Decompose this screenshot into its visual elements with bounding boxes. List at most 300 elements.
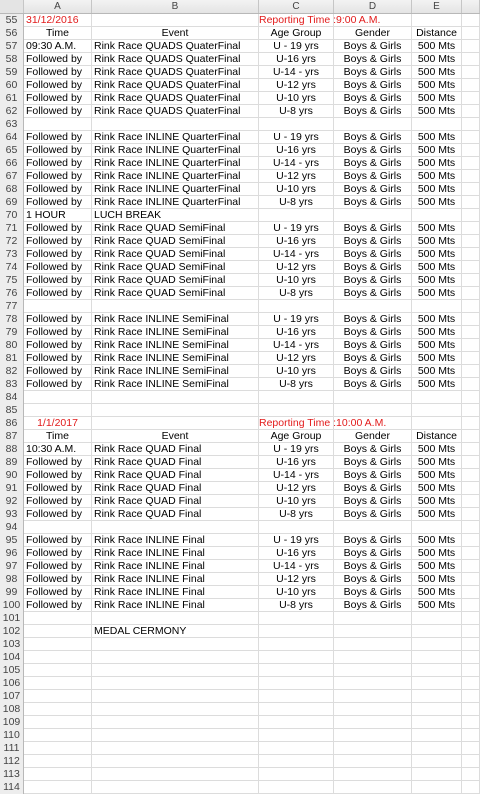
cell-f[interactable]: [462, 573, 480, 586]
cell-age-group[interactable]: [259, 651, 334, 664]
cell-age-group[interactable]: [259, 677, 334, 690]
cell-time[interactable]: [24, 521, 92, 534]
row-number[interactable]: 70: [0, 209, 24, 222]
cell-f[interactable]: [462, 651, 480, 664]
cell-f[interactable]: [462, 378, 480, 391]
cell-event[interactable]: [92, 664, 259, 677]
cell-distance[interactable]: 500 Mts: [412, 53, 462, 66]
cell-event[interactable]: Rink Race QUAD SemiFinal: [92, 261, 259, 274]
cell-gender[interactable]: Boys & Girls: [334, 53, 412, 66]
cell-time[interactable]: Followed by: [24, 248, 92, 261]
cell-gender[interactable]: Boys & Girls: [334, 586, 412, 599]
cell-f[interactable]: [462, 313, 480, 326]
cell-distance[interactable]: 500 Mts: [412, 40, 462, 53]
cell-distance[interactable]: 500 Mts: [412, 144, 462, 157]
cell-time[interactable]: [24, 651, 92, 664]
cell-event[interactable]: LUCH BREAK: [92, 209, 259, 222]
cell-f[interactable]: [462, 664, 480, 677]
cell-time[interactable]: Followed by: [24, 378, 92, 391]
cell-time[interactable]: 09:30 A.M.: [24, 40, 92, 53]
cell-event[interactable]: Rink Race INLINE SemiFinal: [92, 313, 259, 326]
row-number[interactable]: 103: [0, 638, 24, 651]
cell-distance[interactable]: 500 Mts: [412, 378, 462, 391]
cell-f[interactable]: [462, 469, 480, 482]
row-number[interactable]: 62: [0, 105, 24, 118]
cell-gender[interactable]: Boys & Girls: [334, 508, 412, 521]
cell-event[interactable]: Rink Race QUAD SemiFinal: [92, 274, 259, 287]
cell-f[interactable]: [462, 456, 480, 469]
cell-age-group[interactable]: U-12 yrs: [259, 573, 334, 586]
cell-f[interactable]: [462, 612, 480, 625]
row-number[interactable]: 76: [0, 287, 24, 300]
cell-distance[interactable]: [412, 209, 462, 222]
row-number[interactable]: 65: [0, 144, 24, 157]
cell-event[interactable]: Rink Race INLINE SemiFinal: [92, 378, 259, 391]
row-number[interactable]: 99: [0, 586, 24, 599]
cell-age-group[interactable]: U - 19 yrs: [259, 40, 334, 53]
cell-gender[interactable]: [334, 14, 412, 27]
cell-f[interactable]: [462, 183, 480, 196]
cell-gender[interactable]: Boys & Girls: [334, 482, 412, 495]
row-number[interactable]: 82: [0, 365, 24, 378]
row-number[interactable]: 84: [0, 391, 24, 404]
cell-age-group[interactable]: U-10 yrs: [259, 495, 334, 508]
cell-event[interactable]: [92, 612, 259, 625]
cell-event[interactable]: [92, 417, 259, 430]
cell-f[interactable]: [462, 755, 480, 768]
row-number[interactable]: 79: [0, 326, 24, 339]
cell-gender[interactable]: [334, 651, 412, 664]
cell-distance[interactable]: [412, 703, 462, 716]
cell-age-group[interactable]: U-14 - yrs: [259, 157, 334, 170]
row-number[interactable]: 87: [0, 430, 24, 443]
cell-time[interactable]: Followed by: [24, 170, 92, 183]
cell-age-group[interactable]: U-16 yrs: [259, 53, 334, 66]
cell-event[interactable]: Rink Race INLINE QuarterFinal: [92, 157, 259, 170]
cell-event[interactable]: Event: [92, 27, 259, 40]
cell-age-group[interactable]: U-10 yrs: [259, 92, 334, 105]
cell-gender[interactable]: [334, 638, 412, 651]
cell-event[interactable]: Rink Race INLINE SemiFinal: [92, 339, 259, 352]
cell-time[interactable]: [24, 118, 92, 131]
cell-distance[interactable]: [412, 521, 462, 534]
cell-age-group[interactable]: [259, 209, 334, 222]
cell-distance[interactable]: [412, 417, 462, 430]
cell-gender[interactable]: [334, 209, 412, 222]
cell-event[interactable]: Rink Race QUAD SemiFinal: [92, 222, 259, 235]
cell-age-group[interactable]: U-14 - yrs: [259, 339, 334, 352]
cell-event[interactable]: Rink Race QUAD Final: [92, 508, 259, 521]
cell-time[interactable]: [24, 742, 92, 755]
row-number[interactable]: 64: [0, 131, 24, 144]
cell-distance[interactable]: Distance: [412, 27, 462, 40]
row-number[interactable]: 73: [0, 248, 24, 261]
cell-distance[interactable]: 500 Mts: [412, 66, 462, 79]
cell-time[interactable]: Followed by: [24, 274, 92, 287]
cell-distance[interactable]: 500 Mts: [412, 456, 462, 469]
cell-time[interactable]: Followed by: [24, 144, 92, 157]
cell-distance[interactable]: 500 Mts: [412, 443, 462, 456]
cell-gender[interactable]: Boys & Girls: [334, 352, 412, 365]
cell-time[interactable]: Followed by: [24, 53, 92, 66]
cell-time[interactable]: Followed by: [24, 157, 92, 170]
cell-f[interactable]: [462, 625, 480, 638]
cell-event[interactable]: Rink Race INLINE Final: [92, 547, 259, 560]
cell-age-group[interactable]: U-8 yrs: [259, 378, 334, 391]
cell-age-group[interactable]: [259, 768, 334, 781]
cell-event[interactable]: Event: [92, 430, 259, 443]
row-number[interactable]: 111: [0, 742, 24, 755]
cell-f[interactable]: [462, 274, 480, 287]
cell-age-group[interactable]: [259, 781, 334, 794]
cell-distance[interactable]: [412, 651, 462, 664]
cell-event[interactable]: [92, 521, 259, 534]
cell-time[interactable]: Followed by: [24, 105, 92, 118]
cell-time[interactable]: 1 HOUR: [24, 209, 92, 222]
cell-age-group[interactable]: U-16 yrs: [259, 456, 334, 469]
cell-event[interactable]: MEDAL CERMONY: [92, 625, 259, 638]
cell-time[interactable]: [24, 612, 92, 625]
row-number[interactable]: 100: [0, 599, 24, 612]
cell-gender[interactable]: Boys & Girls: [334, 495, 412, 508]
column-header-e[interactable]: E: [412, 0, 462, 13]
cell-time[interactable]: Followed by: [24, 235, 92, 248]
cell-time[interactable]: [24, 781, 92, 794]
cell-f[interactable]: [462, 118, 480, 131]
cell-gender[interactable]: Boys & Girls: [334, 547, 412, 560]
cell-age-group[interactable]: [259, 625, 334, 638]
cell-age-group[interactable]: Age Group: [259, 430, 334, 443]
cell-event[interactable]: Rink Race INLINE QuarterFinal: [92, 196, 259, 209]
cell-time[interactable]: Followed by: [24, 560, 92, 573]
cell-distance[interactable]: 500 Mts: [412, 586, 462, 599]
row-number[interactable]: 107: [0, 690, 24, 703]
cell-distance[interactable]: 500 Mts: [412, 261, 462, 274]
select-all-corner[interactable]: [0, 0, 24, 13]
row-number[interactable]: 110: [0, 729, 24, 742]
row-number[interactable]: 60: [0, 79, 24, 92]
cell-time[interactable]: Followed by: [24, 66, 92, 79]
cell-gender[interactable]: Boys & Girls: [334, 326, 412, 339]
cell-gender[interactable]: [334, 612, 412, 625]
cell-distance[interactable]: [412, 391, 462, 404]
cell-f[interactable]: [462, 92, 480, 105]
cell-f[interactable]: [462, 482, 480, 495]
cell-gender[interactable]: Boys & Girls: [334, 131, 412, 144]
cell-time[interactable]: [24, 703, 92, 716]
cell-age-group[interactable]: [259, 521, 334, 534]
cell-gender[interactable]: [334, 703, 412, 716]
cell-f[interactable]: [462, 404, 480, 417]
cell-event[interactable]: [92, 391, 259, 404]
cell-f[interactable]: [462, 586, 480, 599]
cell-distance[interactable]: 500 Mts: [412, 560, 462, 573]
cell-gender[interactable]: [334, 755, 412, 768]
cell-gender[interactable]: Boys & Girls: [334, 443, 412, 456]
row-number[interactable]: 85: [0, 404, 24, 417]
row-number[interactable]: 96: [0, 547, 24, 560]
cell-event[interactable]: Rink Race QUADS QuaterFinal: [92, 105, 259, 118]
cell-event[interactable]: [92, 651, 259, 664]
cell-distance[interactable]: [412, 677, 462, 690]
cell-gender[interactable]: [334, 742, 412, 755]
cell-gender[interactable]: Boys & Girls: [334, 105, 412, 118]
cell-event[interactable]: Rink Race INLINE Final: [92, 560, 259, 573]
column-header-a[interactable]: A: [24, 0, 92, 13]
cell-event[interactable]: [92, 768, 259, 781]
cell-time[interactable]: [24, 768, 92, 781]
cell-distance[interactable]: 500 Mts: [412, 573, 462, 586]
cell-event[interactable]: Rink Race QUADS QuaterFinal: [92, 66, 259, 79]
cell-distance[interactable]: 500 Mts: [412, 599, 462, 612]
cell-time[interactable]: 31/12/2016: [24, 14, 92, 27]
cell-distance[interactable]: [412, 638, 462, 651]
cell-distance[interactable]: [412, 625, 462, 638]
cell-distance[interactable]: 500 Mts: [412, 469, 462, 482]
cell-f[interactable]: [462, 534, 480, 547]
cell-f[interactable]: [462, 352, 480, 365]
cell-distance[interactable]: 500 Mts: [412, 196, 462, 209]
cell-age-group[interactable]: U - 19 yrs: [259, 534, 334, 547]
cell-f[interactable]: [462, 235, 480, 248]
cell-distance[interactable]: 500 Mts: [412, 248, 462, 261]
cell-time[interactable]: [24, 391, 92, 404]
cell-event[interactable]: Rink Race INLINE SemiFinal: [92, 365, 259, 378]
cell-time[interactable]: Time: [24, 430, 92, 443]
cell-distance[interactable]: 500 Mts: [412, 365, 462, 378]
cell-age-group[interactable]: U-8 yrs: [259, 105, 334, 118]
cell-age-group[interactable]: U-8 yrs: [259, 508, 334, 521]
cell-time[interactable]: Followed by: [24, 573, 92, 586]
cell-event[interactable]: Rink Race QUAD Final: [92, 469, 259, 482]
cell-event[interactable]: [92, 781, 259, 794]
cell-f[interactable]: [462, 300, 480, 313]
row-number[interactable]: 55: [0, 14, 24, 27]
cell-distance[interactable]: [412, 768, 462, 781]
row-number[interactable]: 81: [0, 352, 24, 365]
cell-distance[interactable]: [412, 716, 462, 729]
row-number[interactable]: 98: [0, 573, 24, 586]
cell-gender[interactable]: Boys & Girls: [334, 339, 412, 352]
cell-distance[interactable]: 500 Mts: [412, 170, 462, 183]
cell-f[interactable]: [462, 495, 480, 508]
cell-age-group[interactable]: [259, 664, 334, 677]
cell-gender[interactable]: [334, 716, 412, 729]
cell-age-group[interactable]: [259, 612, 334, 625]
cell-age-group[interactable]: U - 19 yrs: [259, 313, 334, 326]
cell-f[interactable]: [462, 105, 480, 118]
row-number[interactable]: 86: [0, 417, 24, 430]
cell-gender[interactable]: [334, 417, 412, 430]
cell-f[interactable]: [462, 53, 480, 66]
cell-age-group[interactable]: U-12 yrs: [259, 352, 334, 365]
cell-time[interactable]: [24, 625, 92, 638]
row-number[interactable]: 61: [0, 92, 24, 105]
cell-age-group[interactable]: U-8 yrs: [259, 599, 334, 612]
cell-time[interactable]: Followed by: [24, 469, 92, 482]
cell-age-group[interactable]: U-14 - yrs: [259, 469, 334, 482]
cell-event[interactable]: [92, 118, 259, 131]
cell-distance[interactable]: 500 Mts: [412, 495, 462, 508]
cell-age-group[interactable]: Reporting Time :10:00 A.M.: [259, 417, 387, 429]
cell-f[interactable]: [462, 248, 480, 261]
cell-distance[interactable]: 500 Mts: [412, 508, 462, 521]
cell-time[interactable]: Followed by: [24, 131, 92, 144]
cell-gender[interactable]: [334, 391, 412, 404]
cell-distance[interactable]: 500 Mts: [412, 547, 462, 560]
cell-event[interactable]: Rink Race QUAD Final: [92, 456, 259, 469]
cell-event[interactable]: Rink Race QUADS QuaterFinal: [92, 92, 259, 105]
cell-gender[interactable]: [334, 404, 412, 417]
cell-age-group[interactable]: U-14 - yrs: [259, 248, 334, 261]
row-number[interactable]: 105: [0, 664, 24, 677]
cell-age-group[interactable]: U-14 - yrs: [259, 66, 334, 79]
cell-gender[interactable]: Boys & Girls: [334, 599, 412, 612]
cell-f[interactable]: [462, 430, 480, 443]
row-number[interactable]: 74: [0, 261, 24, 274]
cell-age-group[interactable]: U-8 yrs: [259, 287, 334, 300]
cell-gender[interactable]: Boys & Girls: [334, 365, 412, 378]
row-number[interactable]: 78: [0, 313, 24, 326]
cell-f[interactable]: [462, 599, 480, 612]
column-header-b[interactable]: B: [92, 0, 259, 13]
cell-age-group[interactable]: U-12 yrs: [259, 79, 334, 92]
cell-time[interactable]: [24, 677, 92, 690]
cell-distance[interactable]: 500 Mts: [412, 157, 462, 170]
cell-gender[interactable]: Boys & Girls: [334, 287, 412, 300]
cell-age-group[interactable]: Reporting Time :9:00 A.M.: [259, 14, 381, 26]
cell-gender[interactable]: Boys & Girls: [334, 92, 412, 105]
cell-f[interactable]: [462, 768, 480, 781]
cell-gender[interactable]: [334, 690, 412, 703]
cell-gender[interactable]: Boys & Girls: [334, 560, 412, 573]
row-number[interactable]: 97: [0, 560, 24, 573]
row-number[interactable]: 94: [0, 521, 24, 534]
cell-time[interactable]: [24, 755, 92, 768]
cell-age-group[interactable]: [259, 638, 334, 651]
cell-distance[interactable]: [412, 404, 462, 417]
cell-event[interactable]: Rink Race QUADS QuaterFinal: [92, 53, 259, 66]
cell-gender[interactable]: Boys & Girls: [334, 573, 412, 586]
cell-event[interactable]: [92, 638, 259, 651]
cell-time[interactable]: Followed by: [24, 326, 92, 339]
cell-gender[interactable]: Gender: [334, 27, 412, 40]
cell-f[interactable]: [462, 79, 480, 92]
cell-f[interactable]: [462, 339, 480, 352]
cell-distance[interactable]: [412, 300, 462, 313]
cell-f[interactable]: [462, 547, 480, 560]
cell-age-group[interactable]: [259, 300, 334, 313]
cell-age-group[interactable]: [259, 404, 334, 417]
cell-f[interactable]: [462, 170, 480, 183]
cell-age-group[interactable]: [259, 690, 334, 703]
cell-f[interactable]: [462, 326, 480, 339]
cell-age-group[interactable]: U - 19 yrs: [259, 222, 334, 235]
cell-gender[interactable]: Boys & Girls: [334, 261, 412, 274]
cell-event[interactable]: Rink Race QUAD Final: [92, 443, 259, 456]
row-number[interactable]: 72: [0, 235, 24, 248]
cell-age-group[interactable]: U-16 yrs: [259, 547, 334, 560]
cell-f[interactable]: [462, 677, 480, 690]
cell-distance[interactable]: Distance: [412, 430, 462, 443]
row-number[interactable]: 93: [0, 508, 24, 521]
column-header-f[interactable]: [462, 0, 480, 13]
cell-event[interactable]: [92, 703, 259, 716]
cell-distance[interactable]: [412, 612, 462, 625]
cell-time[interactable]: [24, 690, 92, 703]
row-number[interactable]: 80: [0, 339, 24, 352]
row-number[interactable]: 77: [0, 300, 24, 313]
cell-age-group[interactable]: U-16 yrs: [259, 144, 334, 157]
cell-event[interactable]: Rink Race INLINE QuarterFinal: [92, 131, 259, 144]
cell-f[interactable]: [462, 781, 480, 794]
cell-age-group[interactable]: [259, 755, 334, 768]
row-number[interactable]: 69: [0, 196, 24, 209]
cell-gender[interactable]: [334, 521, 412, 534]
row-number[interactable]: 66: [0, 157, 24, 170]
cell-distance[interactable]: [412, 781, 462, 794]
cell-gender[interactable]: [334, 768, 412, 781]
cell-time[interactable]: Followed by: [24, 547, 92, 560]
cell-gender[interactable]: Boys & Girls: [334, 79, 412, 92]
cell-event[interactable]: Rink Race INLINE QuarterFinal: [92, 170, 259, 183]
cell-event[interactable]: Rink Race INLINE Final: [92, 586, 259, 599]
cell-f[interactable]: [462, 365, 480, 378]
cell-distance[interactable]: [412, 742, 462, 755]
cell-time[interactable]: Followed by: [24, 79, 92, 92]
cell-event[interactable]: Rink Race INLINE Final: [92, 573, 259, 586]
cell-gender[interactable]: Boys & Girls: [334, 183, 412, 196]
cell-gender[interactable]: Boys & Girls: [334, 144, 412, 157]
cell-age-group[interactable]: U-12 yrs: [259, 170, 334, 183]
cell-distance[interactable]: [412, 690, 462, 703]
cell-f[interactable]: [462, 287, 480, 300]
cell-age-group[interactable]: U-12 yrs: [259, 482, 334, 495]
cell-gender[interactable]: Boys & Girls: [334, 378, 412, 391]
cell-gender[interactable]: Boys & Girls: [334, 235, 412, 248]
cell-f[interactable]: [462, 703, 480, 716]
cell-time[interactable]: Followed by: [24, 482, 92, 495]
cell-f[interactable]: [462, 443, 480, 456]
cell-distance[interactable]: 500 Mts: [412, 274, 462, 287]
cell-event[interactable]: Rink Race INLINE SemiFinal: [92, 326, 259, 339]
cell-time[interactable]: Followed by: [24, 586, 92, 599]
row-number[interactable]: 91: [0, 482, 24, 495]
cell-event[interactable]: Rink Race QUADS QuaterFinal: [92, 40, 259, 53]
row-number[interactable]: 75: [0, 274, 24, 287]
cell-distance[interactable]: [412, 755, 462, 768]
cell-time[interactable]: Followed by: [24, 287, 92, 300]
row-number[interactable]: 71: [0, 222, 24, 235]
cell-event[interactable]: Rink Race INLINE QuarterFinal: [92, 144, 259, 157]
cell-age-group[interactable]: U-14 - yrs: [259, 560, 334, 573]
cell-f[interactable]: [462, 27, 480, 40]
cell-time[interactable]: Followed by: [24, 183, 92, 196]
cell-f[interactable]: [462, 40, 480, 53]
cell-age-group[interactable]: U-8 yrs: [259, 196, 334, 209]
cell-event[interactable]: Rink Race QUAD SemiFinal: [92, 248, 259, 261]
cell-event[interactable]: [92, 14, 259, 27]
cell-time[interactable]: Followed by: [24, 495, 92, 508]
cell-gender[interactable]: [334, 625, 412, 638]
cell-event[interactable]: Rink Race QUAD Final: [92, 482, 259, 495]
cell-time[interactable]: Followed by: [24, 313, 92, 326]
row-number[interactable]: 88: [0, 443, 24, 456]
cell-age-group[interactable]: [259, 703, 334, 716]
cell-gender[interactable]: Boys & Girls: [334, 469, 412, 482]
cell-f[interactable]: [462, 742, 480, 755]
column-header-d[interactable]: D: [334, 0, 412, 13]
